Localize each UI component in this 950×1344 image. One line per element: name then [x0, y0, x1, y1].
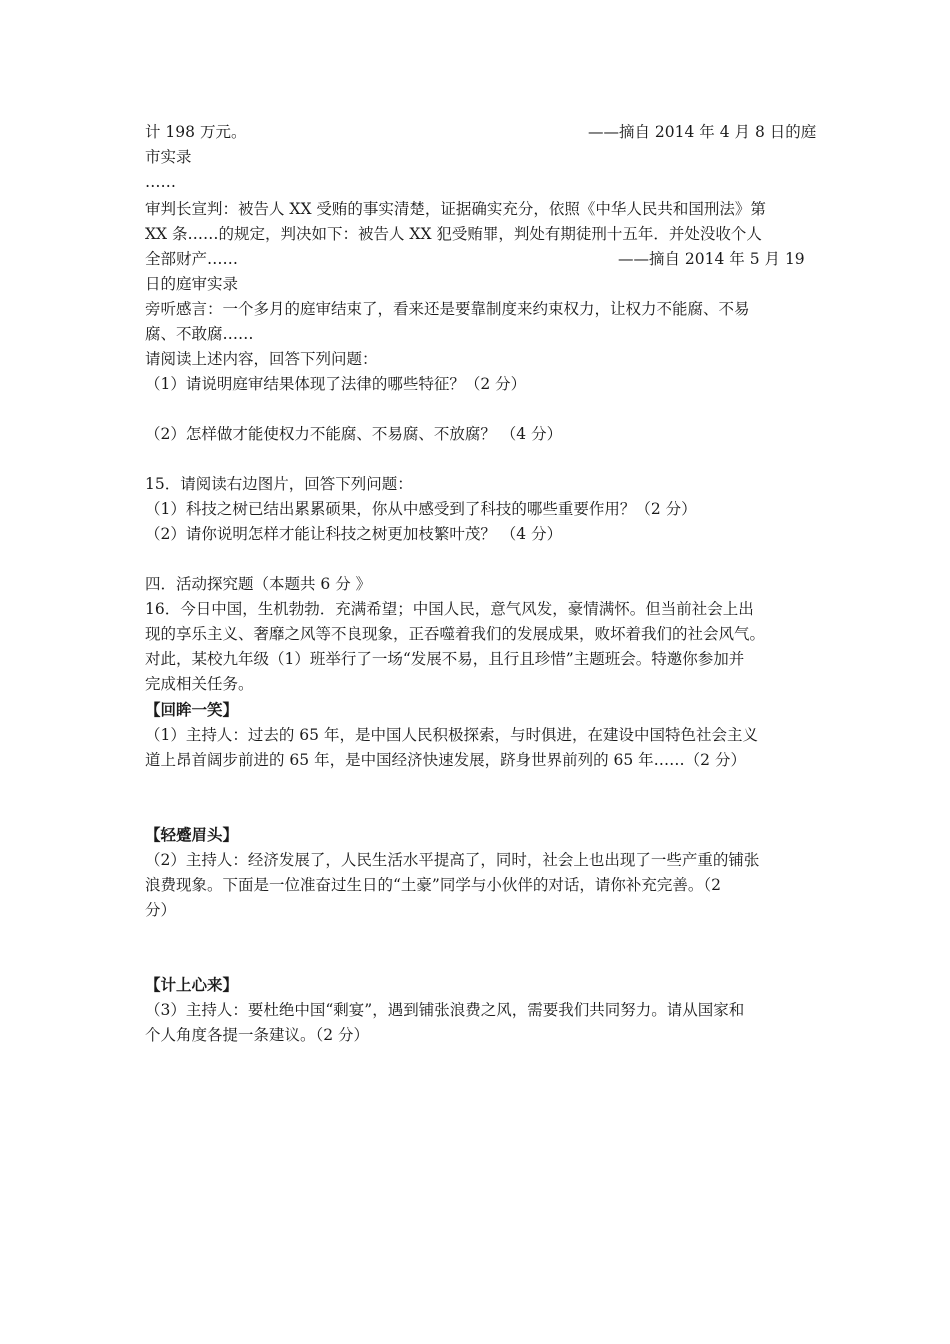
text-line: 现的享乐主义、奢靡之风等不良现象，正吞噬着我们的发展成果，败坏着我们的社会风气。 — [145, 625, 766, 643]
question-item: （1）主持人：过去的 65 年，是中国人民积极探索，与时俱进，在建设中国特色社会主义 — [145, 726, 758, 744]
question-item: （2）怎样做才能使权力不能腐、不易腐、不放腐？ （4 分） — [145, 425, 563, 443]
text-line: 对此，某校九年级（1）班举行了一场“发展不易，且行且珍惜”主题班会。特邀你参加并 — [145, 650, 745, 668]
question-heading: 15．请阅读右边图片，回答下列问题： — [145, 475, 413, 493]
text-line: …… — [145, 173, 176, 191]
text-line: 旁听感言：一个多月的庭审结束了，看来还是要靠制度来约束权力，让权力不能腐、不易 — [145, 300, 750, 318]
question-item: （1）请说明庭审结果体现了法律的哪些特征？（2 分） — [145, 375, 527, 393]
text-line: 腐、不敢腐…… — [145, 325, 254, 343]
text-line: 道上昂首阔步前进的 65 年，是中国经济快速发展，跻身世界前列的 65 年……（2 分） — [145, 751, 746, 769]
question-item: （2）主持人：经济发展了，人民生活水平提高了，同时，社会上也出现了一些产重的铺张 — [145, 851, 760, 869]
question-item: （3）主持人：要杜绝中国“剩宴”，遇到铺张浪费之风，需要我们共同努力。请从国家和 — [145, 1001, 745, 1019]
question-item: （1）科技之树已结出累累硕果，你从中感受到了科技的哪些重要作用？（2 分） — [145, 500, 697, 518]
text-line: 分） — [145, 901, 177, 919]
text-line: 全部财产…… — [145, 250, 239, 268]
text-line: 日的庭审实录 — [145, 275, 239, 293]
text-line: XX 条……的规定，判决如下：被告人 XX 犯受贿罪，判处有期徒刑十五年．并处没收个人 — [145, 225, 762, 243]
question-item: （2）请你说明怎样才能让科技之树更加枝繁叶茂？ （4 分） — [145, 525, 563, 543]
text-line: 16．今日中国，生机勃勃．充满希望；中国人民，意气风发，豪情满怀。但当前社会上出 — [145, 600, 754, 618]
text-line: 浪费现象。下面是一位准奋过生日的“土豪”同学与小伙伴的对话，请你补充完善。（2 — [145, 876, 721, 894]
text-line: 个人角度各提一条建议。（2 分） — [145, 1026, 370, 1044]
source-citation: ——摘自 2014 年 4 月 8 日的庭 — [588, 123, 817, 141]
text-line: 审判长宣判：被告人 XX 受贿的事实清楚，证据确实充分，依照《中华人民共和国刑法》第 — [145, 200, 766, 218]
text-line: 计 198 万元。 — [145, 123, 247, 141]
text-line: 完成相关任务。 — [145, 675, 254, 693]
section-heading: 四．活动探究题（本题共 6 分 》 — [145, 575, 372, 593]
text-line: 市实录 — [145, 148, 192, 166]
source-citation: ——摘自 2014 年 5 月 19 — [618, 250, 805, 268]
text-line: 请阅读上述内容，回答下列问题： — [145, 350, 378, 368]
subsection-heading: 【回眸一笑】 — [145, 700, 239, 719]
subsection-heading: 【计上心来】 — [145, 975, 239, 994]
subsection-heading: 【轻蹙眉头】 — [145, 825, 239, 844]
